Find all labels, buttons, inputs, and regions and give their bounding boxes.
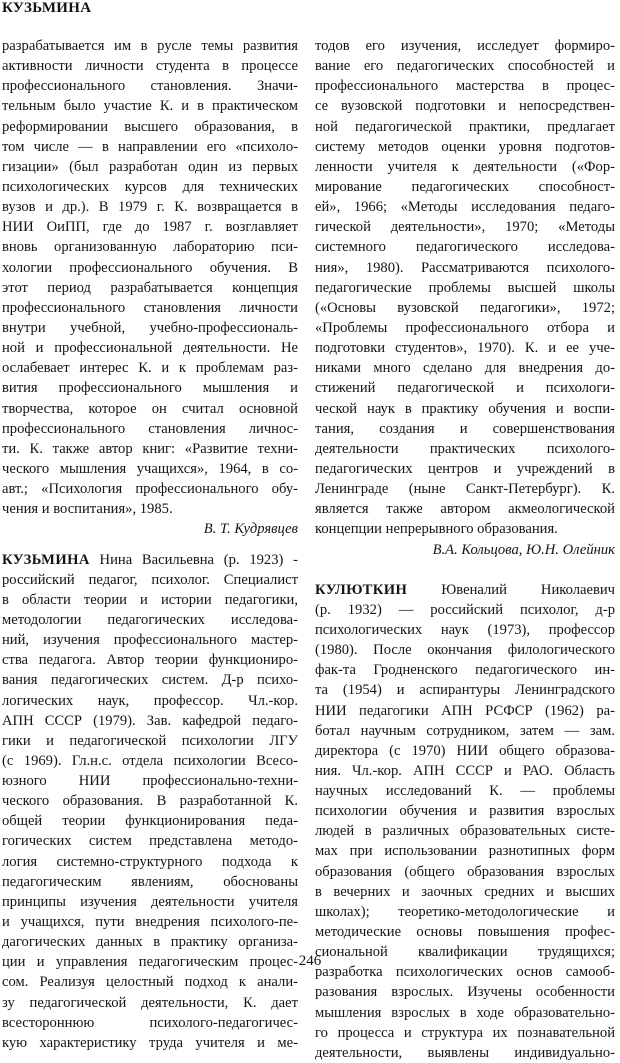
text-line: ции и управления педагогическим процес- [2, 954, 298, 971]
text-line: гики и педагогической психологии ЛГУ [2, 732, 298, 749]
text-line: ческого мышления учащихся», 1964, в со- [2, 460, 298, 477]
text-line: внутри учебной, учебно-профессиональ- [2, 319, 298, 336]
text-line: ной и профессиональной деятельности. Не [2, 340, 298, 357]
text-line: ной педагогической практики, предлагает [315, 118, 615, 135]
text-line: является также автором акмеологической [315, 501, 615, 518]
text-line: мышления взрослых в ходе образовательно- [315, 1004, 615, 1021]
text-line: психологических наук (1973), профессор [315, 621, 615, 638]
text-line: ленности учителя к деятельности («Фор- [315, 158, 615, 175]
text-line: гизации» (был разработан один из первых [2, 158, 298, 175]
text-line: ния», 1980). Рассматриваются психолого- [315, 259, 615, 276]
text-line: чения и воспитания», 1985. [2, 501, 173, 518]
text-line: в вечерних и заочных средних и высших [315, 883, 615, 900]
text-line: школах); теоретико-методологические и [315, 903, 615, 920]
text-line: образования (общего образования взрослых [315, 863, 615, 880]
text-line: профессионального становления личнос- [2, 420, 298, 437]
text-line: (с 1969). Гл.н.с. отдела психологии Всесо- [2, 752, 298, 769]
text-line: людей в различных образовательных систе- [315, 823, 615, 840]
text-line: разработка психологических основ самооб- [315, 964, 615, 981]
entry-kulyutkin [315, 580, 615, 1063]
entry-headword: КУЗЬМИНА [2, 551, 90, 568]
text-line: юзного НИИ профессионально-техни- [2, 773, 298, 790]
entry-first-line [315, 580, 615, 600]
text-line: активности личности студента в процессе [2, 58, 298, 75]
text-line: гогических систем представлена методо- [2, 833, 298, 850]
text-line: кую характеристику труда учителя и ме- [2, 1034, 298, 1051]
text-line: подготовки студентов», 1970). К. и ее уче- [315, 340, 615, 357]
text-line: российский педагог, психолог. Специалист [2, 571, 298, 588]
text-line: вузов и др.). В 1979 г. К. возвращается в [2, 199, 298, 216]
text-line: тодов его изучения, исследует формиро- [315, 38, 615, 54]
left-continuation-text [2, 36, 298, 519]
left-column [2, 36, 298, 1053]
text-line: профессионального мастерства в процес- [315, 78, 615, 95]
spacer [315, 560, 615, 580]
text-line: ческой наук в практику обучения и воспи- [315, 400, 615, 417]
text-line: педагогических центров и учреждений в [315, 460, 615, 477]
text-line: директора (с 1970) НИИ общего образова- [315, 742, 615, 759]
right-continuation-text [315, 36, 615, 540]
text-line: логия системно-структурного подхода к [2, 853, 298, 870]
text-line: всестороннюю психолого-педагогичес- [2, 1014, 298, 1031]
text-line: методические основы повышения профес- [315, 924, 615, 941]
text-line: профессионального становления. Значи- [2, 78, 298, 95]
text-line: ческого образования. В разработанной К. [2, 793, 298, 810]
text-line: профессионального становления личности [2, 299, 298, 316]
text-line: общей теории функционирования педа- [2, 813, 298, 830]
text-line: Ленинграде (ныне Санкт-Петербург). К. [315, 481, 615, 498]
left-continuation-author: В. Т. Кудрявцев [203, 521, 298, 538]
text-line: ства педагога. Автор теории функциониро- [2, 652, 298, 669]
text-line: зу педагогической деятельности, К. дает [2, 994, 298, 1011]
text-line: сиональной квалификации трудящихся; [315, 944, 615, 961]
text-line: «Проблемы профессионального отбора и [315, 319, 615, 336]
text-line: ти. К. также автор книг: «Развитие техни- [2, 440, 298, 457]
text-line: се вузовской подготовки и непосредствен- [315, 98, 615, 115]
text-line: и учащихся, пути внедрения психолого-пе- [2, 914, 298, 931]
text-line: (1980). После окончания филологического [315, 642, 615, 659]
text-line: концепции непрерывного образования. [315, 521, 558, 538]
text-line: гической деятельности», 1970; «Методы [315, 219, 615, 236]
text-line: тельным было участие К. и в практическом [2, 98, 298, 115]
text-line: ослабевает интерес К. и к проблемам раз- [2, 360, 298, 377]
page-number: 246 [298, 953, 322, 969]
text-line: ей», 1966; «Методы исследования педаго- [315, 199, 615, 216]
entry-headword: КУЛЮТКИН [315, 581, 408, 598]
text-line: педагогическим явлениям, обоснованы [2, 873, 298, 890]
text-line: стижений педагогической и психологи- [315, 380, 615, 397]
text-line: авт.; «Психология профессионального обу- [2, 481, 298, 498]
text-line: этот период разрабатывается концепция [2, 279, 298, 296]
text-line: ботал научным сотрудником, затем — зам. [315, 722, 615, 739]
entry-first-line-text: Нина Васильевна (р. 1923) - [89, 551, 298, 568]
text-line: («Основы вузовской педагогики», 1972; [315, 299, 615, 316]
text-line: системного педагогического исследова- [315, 239, 615, 256]
text-line: в области теории и истории педагогики, [2, 591, 298, 608]
text-line: дагогических данных в практику организа- [2, 934, 298, 951]
text-line: деятельности, выявлены индивидуально- [315, 1044, 615, 1061]
right-column [315, 36, 615, 1063]
text-line: систему методов оценки уровня подготов- [315, 138, 615, 155]
text-line: деятельности практических психолого- [315, 440, 615, 457]
text-line: та (1954) и аспирантуры Ленинградского [315, 682, 615, 699]
entry-first-line-text: Ювеналий Николаевич [407, 581, 615, 598]
text-line: разования взрослых. Изучены особенности [315, 984, 615, 1001]
text-line: фак-та Гродненского педагогического ин- [315, 662, 615, 679]
text-line: ния. Чл.-кор. АПН СССР и РАО. Область [315, 762, 615, 779]
text-line: НИИ педагогики АПН РСФСР (1962) ра- [315, 702, 615, 719]
text-line: том числе — в направлении его «психоло- [2, 138, 298, 155]
text-line: сом. Реализуя целостный подход к анали- [2, 974, 298, 991]
text-line: разрабатывается им в русле темы развития [2, 38, 298, 54]
text-line: тания, создания и совершенствования [315, 420, 615, 437]
text-line: методологии педагогических исследова- [2, 611, 298, 628]
text-line: вания педагогических систем. Д-р психо- [2, 672, 298, 689]
text-line: научных исследований К. — проблемы [315, 783, 615, 800]
text-line: никами много сделано для внедрения до- [315, 360, 615, 377]
text-line: принципы изучения деятельности учителя [2, 893, 298, 910]
text-line: логических наук, профессор. Чл.-кор. [2, 692, 298, 709]
text-line: психологических курсов для технических [2, 178, 298, 195]
text-line: вновь организованную лабораторию пси- [2, 239, 298, 256]
text-line: ний, изучения профессионального мастер- [2, 632, 298, 649]
text-line: вития профессионального мышления и [2, 380, 298, 397]
text-line: вание его педагогических способностей и [315, 58, 615, 75]
text-line: НИИ ОиПП, где до 1987 г. возглавляет [2, 219, 298, 236]
text-line: хологии профессионального обучения. В [2, 259, 298, 276]
entry-body [315, 600, 615, 1063]
text-line: (р. 1932) — российский психолог, д-р [315, 601, 615, 618]
text-line: мах при использовании разнотипных форм [315, 843, 615, 860]
entry-kuzmina [2, 550, 298, 1054]
right-continuation-authors: В.А. Кольцова, Ю.Н. Олейник [432, 541, 615, 558]
spacer [2, 540, 298, 550]
text-line: АПН СССР (1979). Зав. кафедрой педаго- [2, 712, 298, 729]
text-line: психологии обучения и развития взрослых [315, 803, 615, 820]
running-head: КУЗЬМИНА [2, 0, 92, 16]
text-line: педагогические проблемы высшей школы [315, 279, 615, 296]
entry-body [2, 570, 298, 1053]
entry-first-line [2, 550, 298, 570]
text-line: творчества, которое он считал основной [2, 400, 298, 417]
text-line: реформировании высшего образования, в [2, 118, 298, 135]
text-line: мирование педагогических способност- [315, 178, 615, 195]
text-line: го процесса и структура их познавательной [315, 1024, 615, 1041]
